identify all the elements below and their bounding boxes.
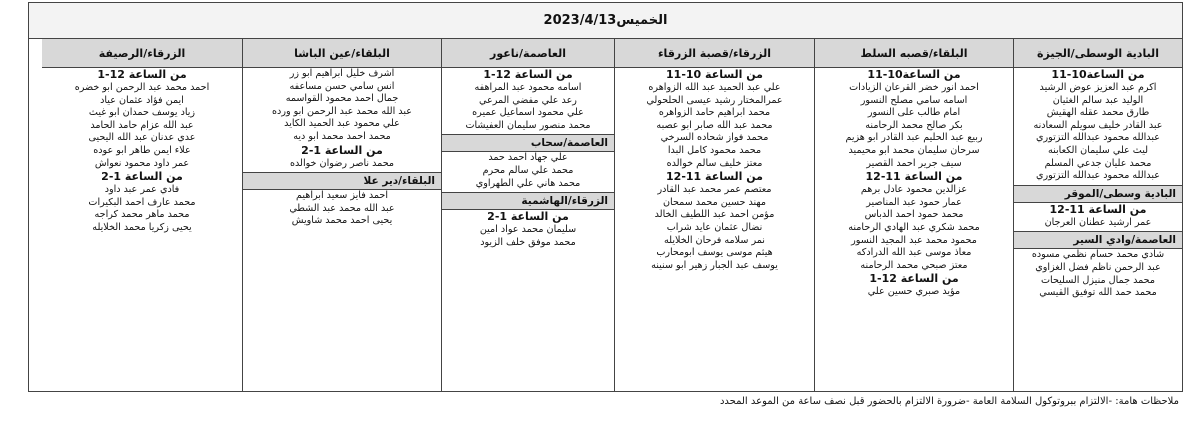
candidate-name: علي جهاد احمد حمد [488,152,568,164]
candidate-name: مهند حسين محمد سمحان [663,196,766,208]
candidate-name: محمود محمد عبد المجيد النسور [851,234,977,246]
candidate-name: علي عبد الحميد عبد الله الزواهره [648,82,781,93]
column-header: الزرقاء/قصبة الزرقاء [615,39,814,68]
candidate-name: محمد ماهر محمد كراجه [94,209,190,221]
section-header: الزرقاء/الهاشمية [442,192,614,210]
time-slot-label: من الساعة 1-2 [487,210,569,224]
candidate-name: محمد عبد الله صابر ابو عصبه [656,119,773,131]
candidate-name: احمد انور خضر القرعان الزيادات [849,82,979,93]
column-header: العاصمة/ناعور [442,39,614,68]
section-header: العاصمة/وادي السير [1014,231,1182,249]
time-slot-label: من الساعة 1-2 [101,170,183,184]
candidate-name: اشرف خليل ابراهيم ابو زر [289,68,395,79]
candidate-name: زياد يوسف حمدان ابو غيث [88,107,196,119]
candidate-name: محمد ناصر رضوان خوالده [289,157,395,169]
candidate-name: معتصم عمر محمد عبد القادر [657,184,772,196]
section-header: البلقاء/دير علا [243,172,441,190]
candidate-name: عزالدين محمود عادل برهم [860,184,968,196]
column-header: البلقاء/عين الباشا [243,39,441,68]
candidate-name: يحيى زكريا محمد الخلايله [92,221,192,233]
column-header: الزرقاء/الرصيفة [42,39,242,68]
time-slot-block [42,170,242,234]
date-text: الخميس2023/4/13 [543,13,668,28]
candidate-name: عبد الرحمن ناظم فضل الغزاوي [1035,261,1161,273]
time-slot-block [615,68,814,170]
candidate-name: طارق محمد عقله الهقيش [1046,107,1150,119]
time-slot-label: من الساعة10-11 [1051,68,1145,81]
candidate-name: انس سامي حسن مساعفه [289,80,395,92]
candidate-name: عمر داود محمود نعواش [94,157,190,169]
candidate-name: محمد احمد محمد ابو ديه [293,130,391,142]
time-slot-block [243,190,441,228]
candidate-name: معتز خليف سالم خوالده [666,157,763,169]
candidate-name: جمال احمد محمود القواسمه [285,93,399,105]
candidate-name: اكرم عبد العزيز عوض الرشيد [1039,82,1157,93]
candidate-name: نمر سلامه فرحان الخلايله [664,234,765,246]
date-header [29,3,1182,39]
candidate-name: معتز صبحي محمد الرحامنه [860,259,968,271]
time-slot-label: من الساعة10-11 [867,68,961,81]
time-slot-block [815,68,1013,170]
time-slot-block [1014,203,1182,230]
candidate-name: احمد محمد عبد الرحمن ابو خضره [74,82,210,93]
candidate-name: محمد ابراهيم حامد الزواهره [658,107,771,119]
time-slot-block [1014,68,1182,183]
candidate-name: محمد عارف احمد البكيرات [88,196,196,208]
candidate-name: محمد موفق خلف الزيود [480,236,576,248]
region-column [42,39,242,392]
candidate-name: معاذ موسى عبد الله الدرادكه [856,247,972,259]
time-slot-block [815,170,1013,272]
candidate-name: سيف جرير احمد القصير [866,157,962,169]
candidate-name: عمار حمود عبد المناصير [866,196,962,208]
region-column [441,39,614,392]
time-slot-label: من الساعة 12-1 [869,272,959,286]
section-header: البادية وسطى/الموقر [1014,185,1182,203]
candidate-name: محمد عليان جدعي المسلم [1044,157,1152,169]
notes-text: ملاحظات هامة: -الالتزام ببروتوكول السلامة العامة -ضرورة الالتزام بالحضور قبل نصف ساعة من الموعد المحدد [719,396,1179,407]
candidate-name: سرحان سليمان محمد ابو محيميد [848,144,980,156]
time-slot-label: من الساعة 11-12 [666,170,763,184]
region-column [242,39,441,392]
region-column [1013,39,1182,392]
time-slot-block [243,144,441,171]
candidate-name: مؤيد صبري حسين علي [867,286,961,298]
column-header: البادية الوسطى/الجيزة [1014,39,1182,68]
section-header: العاصمة/سحاب [442,134,614,152]
region-column [814,39,1013,392]
candidate-name: محمد جمال منيزل السليحات [1041,274,1155,286]
candidate-name: علي محمود اسماعيل عميره [472,107,584,119]
candidate-name: الوليد عبد سالم الغثيان [1052,94,1144,106]
time-slot-label: من الساعة 11-12 [1049,202,1147,216]
candidate-name: رعد علي مفضي المرعي [479,94,577,106]
candidate-name: بكر صالح محمد الرحامنه [865,119,963,131]
schedule-table [28,2,1183,392]
candidate-name: اسامه سامي مصلح النسور [860,94,968,106]
time-slot-block [42,68,242,170]
candidate-name: شادي محمد حسام نظمي مسوده [1031,249,1165,261]
candidate-name: عبد الله عزام حامد الحامد [90,119,194,131]
candidate-name: علي محمود عبد الحميد الكايد [284,118,400,130]
candidate-name: محمد شكري عبد الهادي الرحامنه [848,221,980,233]
candidate-name: محمد فواز شحاده السرخي [660,132,769,144]
columns-row [29,39,1182,392]
time-slot-block [442,68,614,132]
time-slot-label: من الساعة 11-12 [865,170,963,184]
candidate-name: فادي عمر عبد داود [104,184,180,196]
time-slot-block [815,272,1013,299]
candidate-name: عبد القادر خليف سويلم السعادنه [1033,119,1163,131]
time-slot-label: من الساعة 12-1 [97,68,187,81]
candidate-name: ربيع عبد الحليم عبد القادر ابو هزيم [845,132,983,144]
time-slot-label: من الساعة 1-2 [301,143,383,157]
candidate-name: محمد علي سالم محرم [482,164,574,176]
column-header: البلقاء/قصبه السلط [815,39,1013,68]
notes-line [28,396,1183,407]
candidate-name: احمد فايز سعيد ابراهيم [295,190,389,202]
candidate-name: ايمن فؤاد عثمان عياد [100,94,184,106]
time-slot-block [442,152,614,190]
candidate-name: اسامه محمود عبد المراهفه [474,82,582,93]
candidate-name: سليمان محمد عواد امين [479,224,577,236]
candidate-name: عدي عدنان عبد الله اليحيى [88,132,196,144]
candidate-name: امام طالب على النسور [867,107,961,119]
time-slot-block [1014,249,1182,299]
candidate-name: ليث علي سليمان الكعابنه [1047,144,1149,156]
candidate-name: عبد الله محمد عبد الشطي [289,202,395,214]
time-slot-block [615,170,814,272]
time-slot-block [442,210,614,249]
candidate-name: محمد محمود كامل البدا [667,144,762,156]
time-slot-block [243,68,441,144]
candidate-name: نضال عثمان عايد شراب [666,221,763,233]
candidate-name: عمر ارشيد عطنان العرجان [1044,216,1152,228]
region-column [614,39,814,392]
candidate-name: علاء ايمن طاهر ابو عوده [93,144,191,156]
candidate-name: عبدالله محمود عبدالله التزتوري [1036,132,1160,144]
candidate-name: محمد حمد الله توفيق القيسي [1039,287,1157,299]
candidate-name: محمد حمود احمد الدباس [864,209,964,221]
candidate-name: عمرالمختار رشيد عيسى الحلحولي [646,94,783,106]
candidate-name: مؤمن احمد عبد اللطيف الخالد [654,209,775,221]
time-slot-label: من الساعة 10-11 [666,68,763,81]
candidate-name: يوسف عبد الجبار زهير ابو سنينه [651,259,778,271]
time-slot-label: من الساعة 12-1 [483,68,573,81]
candidate-name: يحيى احمد محمد شاويش [291,215,393,227]
candidate-name: محمد منصور سليمان العفيشات [465,119,591,131]
candidate-name: عبدالله محمود عبدالله التزتوري [1036,170,1160,182]
candidate-name: عبد الله محمد عبد الرحمن ابو ورده [272,105,412,117]
candidate-name: هيثم موسى يوسف ابومحارب [656,247,773,259]
candidate-name: محمد هاني علي الطهراوي [475,177,581,189]
